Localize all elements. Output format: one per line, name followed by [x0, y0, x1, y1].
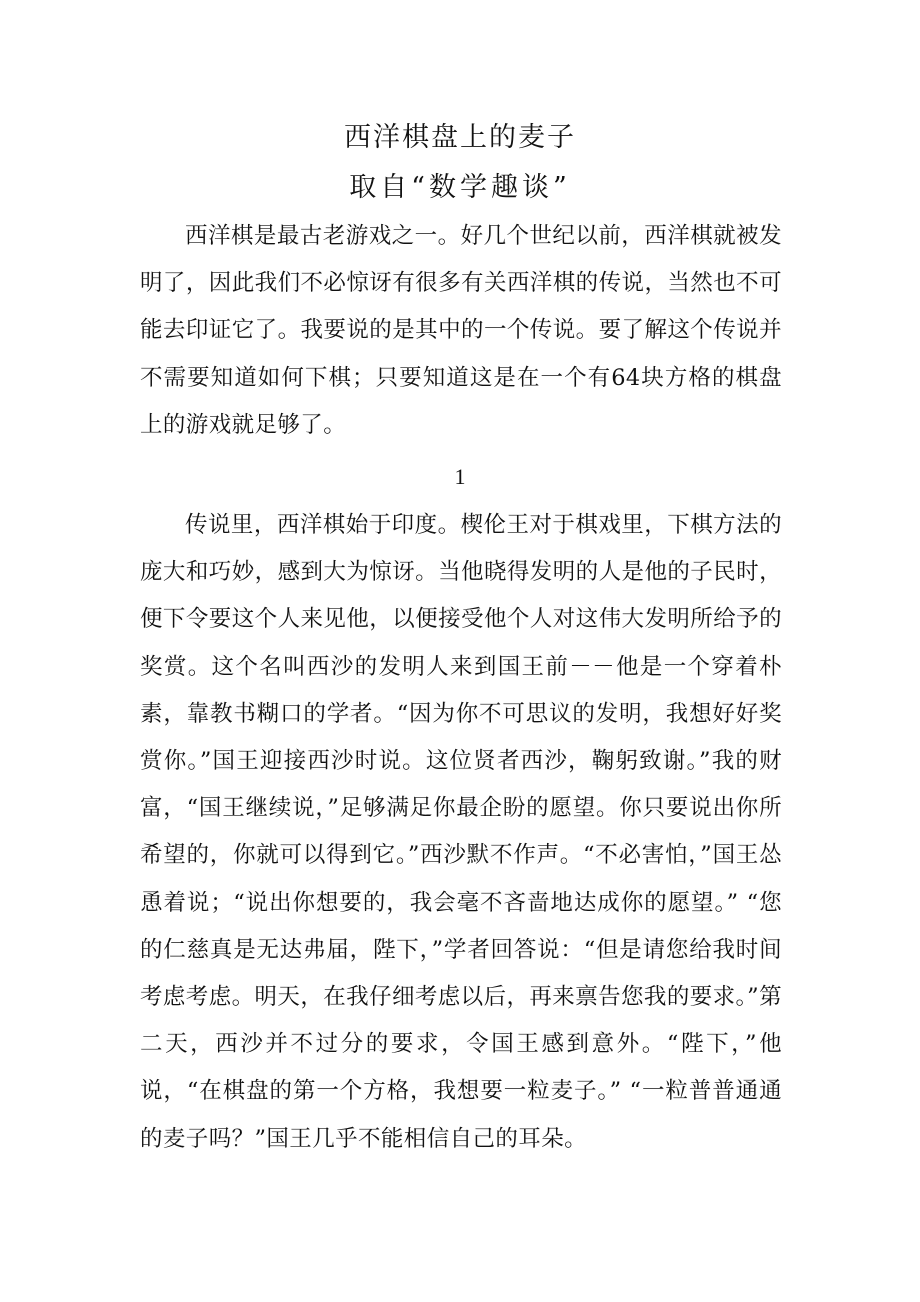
document-subtitle: 取自“数学趣谈”: [349, 172, 571, 203]
paragraph-legend: 传说里，西洋棋始于印度。楔伦王对于棋戏里，下棋方法的庞大和巧妙，感到大为惊讶。当他晓得发明的人是他的子民时，便下令要这个人来见他，以便接受他个人对这伟大发明所给予的奖赏。这个名叫西沙的发明人来到国王前－－他是一个穿着朴素，靠教书糊口的学者。“因为你不可思议的发明，我想好好奖赏你。”国王迎接西沙时说。这位贤者西沙，鞠躬致谢。”我的财富，“国王继续说，”足够满足你最企盼的愿望。你只要说出你所希望的，你就可以得到它。”西沙默不作声。“不必害怕，”国王怂恿着说；“说出你想要的，我会毫不吝啬地达成你的愿望。” “您的仁慈真是无达弗届，陛下，”学者回答说：“但是请您给我时间考虑考虑。明天，在我仔细考虑以后，再来禀告您我的要求。”第二天，西沙并不过分的要求，令国王感到意外。“陛下，”他说，“在棋盘的第一个方格，我想要一粒麦子。” “一粒普普通通的麦子吗？”国王几乎不能相信自己的耳朵。: [140, 512, 782, 1152]
page-number: 1: [454, 464, 466, 489]
document-title: 西洋棋盘上的麦子: [344, 122, 576, 153]
paragraph-intro: 西洋棋是最古老游戏之一。好几个世纪以前，西洋棋就被发明了，因此我们不必惊讶有很多有关西洋棋的传说，当然也不可能去印证它了。我要说的是其中的一个传说。要了解这个传说并不需要知道如何下棋；只要知道这是在一个有64块方格的棋盘上的游戏就足够了。: [140, 223, 782, 438]
